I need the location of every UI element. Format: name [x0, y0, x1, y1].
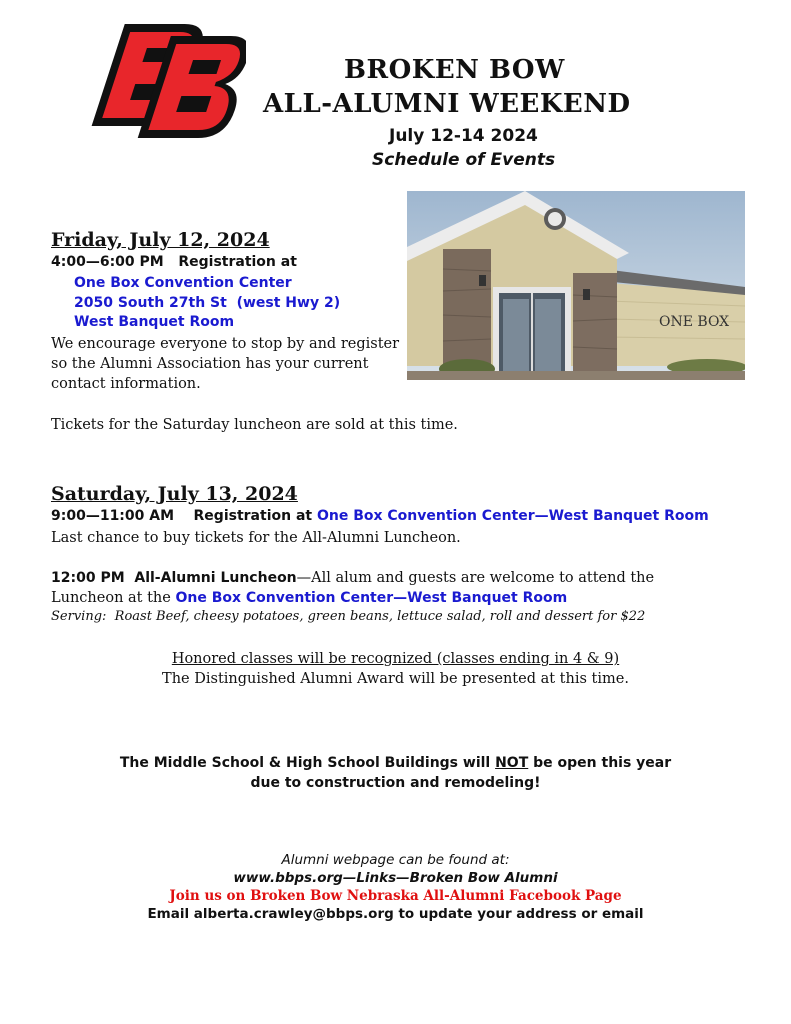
saturday-reg-location: One Box Convention Center—West Banquet Room	[316, 508, 709, 524]
luncheon-location: One Box Convention Center—West Banquet Room	[175, 590, 568, 606]
friday-description: We encourage everyone to stop by and register so the Alumni Association has your current contact information.	[51, 336, 400, 392]
luncheon-time: 12:00 PM All-Alumni Luncheon	[51, 570, 297, 586]
saturday-luncheon	[51, 568, 711, 608]
facebook-link[interactable]: Join us on Broken Bow Nebraska All-Alumni Facebook Page	[169, 888, 622, 904]
saturday-reg-time: 9:00—11:00 AM	[51, 508, 175, 524]
friday-time: 4:00—6:00 PM	[51, 254, 164, 270]
buildings-notice-line-2: due to construction and remodeling!	[250, 775, 541, 791]
honored-classes-text: Honored classes will be recognized (classes ending in 4 & 9)	[171, 651, 620, 667]
luncheon-menu: Serving: Roast Beef, cheesy potatoes, green beans, lettuce salad, roll and dessert for $22	[51, 609, 646, 624]
saturday-last-chance: Last chance to buy tickets for the All-Alumni Luncheon.	[51, 530, 461, 546]
notice-not: NOT	[495, 755, 529, 771]
friday-heading: Friday, July 12, 2024	[51, 229, 270, 251]
luncheon-text: —All alum and guests are welcome to attend the Luncheon at the	[51, 570, 655, 606]
event-dates: July 12-14 2024	[389, 126, 538, 146]
schedule-subtitle: Schedule of Events	[372, 150, 556, 170]
broken-bow-logo	[66, 14, 246, 142]
title-line-2: ALL-ALUMNI WEEKEND	[263, 89, 631, 119]
friday-location-name: One Box Convention Center	[74, 275, 292, 291]
notice-text-b: be open this year	[528, 755, 672, 771]
saturday-registration-line	[51, 508, 709, 524]
friday-location-room: West Banquet Room	[74, 314, 235, 330]
friday-location-address: 2050 South 27th St (west Hwy 2)	[74, 295, 341, 311]
friday-tickets-note: Tickets for the Saturday luncheon are sold at this time.	[51, 417, 458, 433]
email-contact[interactable]: Email alberta.crawley@bbps.org to update your address or email	[147, 906, 644, 922]
friday-time-label: Registration at	[178, 254, 297, 270]
webpage-link[interactable]: www.bbps.org—Links—Broken Bow Alumni	[233, 870, 558, 886]
buildings-notice-line-1	[0, 755, 791, 771]
webpage-intro: Alumni webpage can be found at:	[281, 852, 510, 868]
convention-center-photo	[407, 191, 745, 380]
building-sign-text: ONE BOX	[659, 314, 730, 330]
saturday-heading: Saturday, July 13, 2024	[51, 483, 298, 505]
distinguished-award: The Distinguished Alumni Award will be presented at this time.	[162, 671, 629, 687]
notice-text-a: The Middle School & High School Buildings will	[119, 755, 496, 771]
title-line-1: BROKEN BOW	[344, 55, 565, 85]
honored-classes	[0, 649, 791, 669]
saturday-reg-label: Registration at	[193, 508, 313, 524]
friday-registration-line	[51, 254, 297, 270]
